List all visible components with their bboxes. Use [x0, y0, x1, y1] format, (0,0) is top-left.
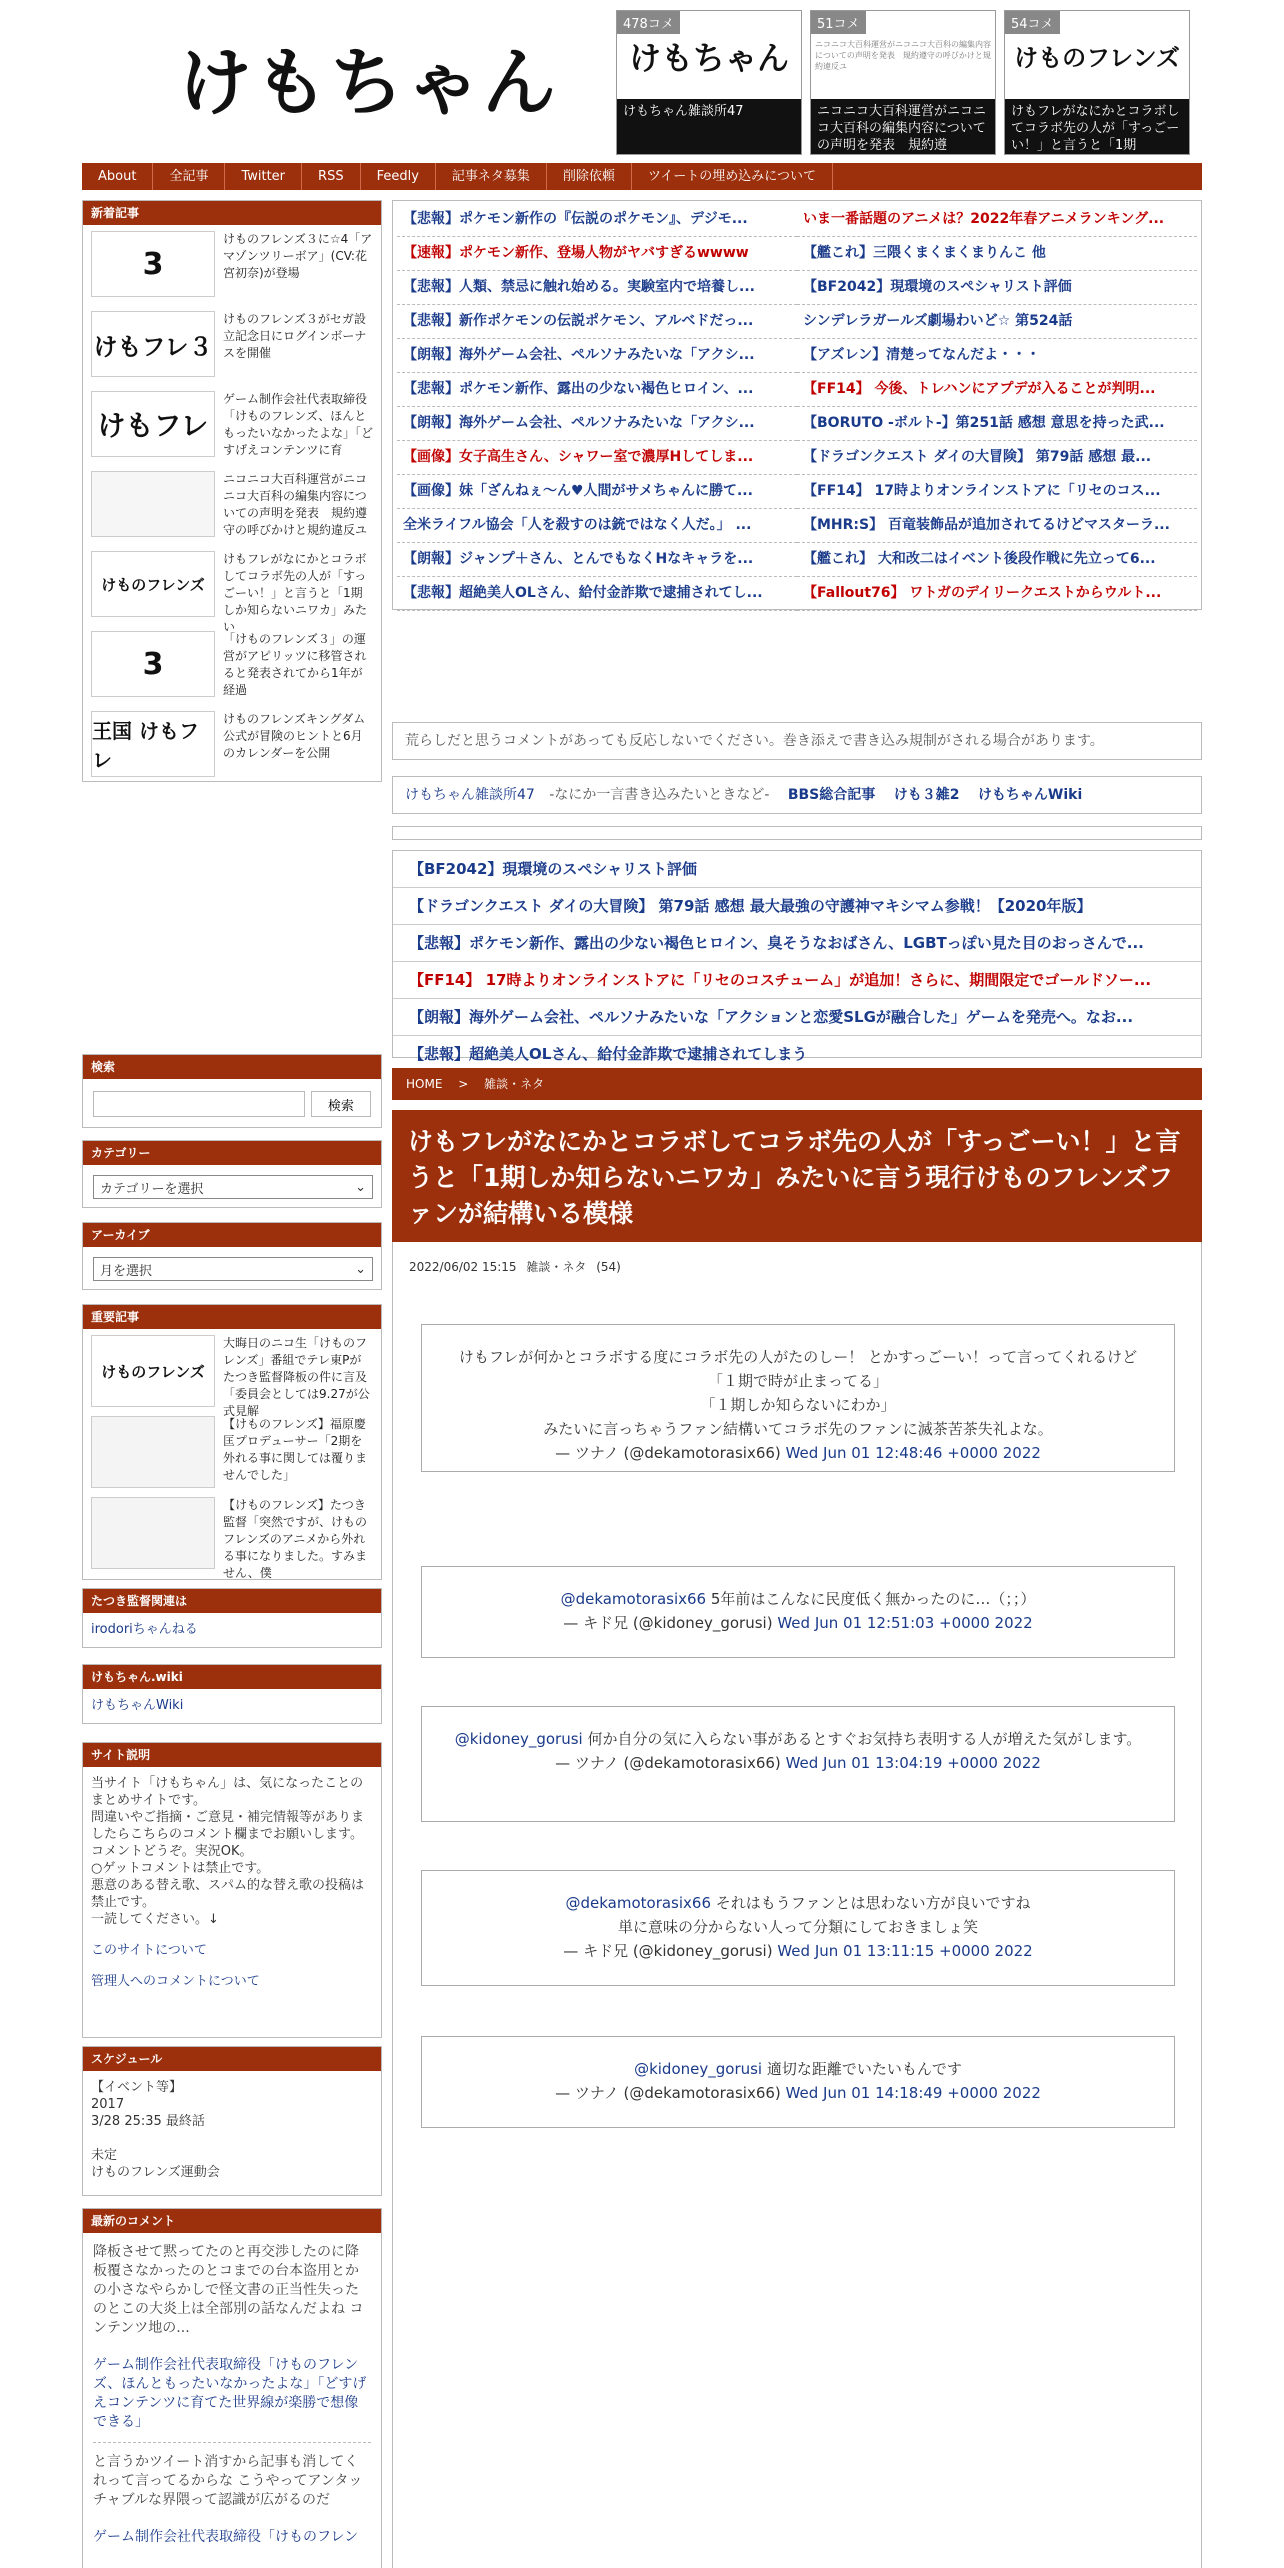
comment-count-badge: 54コメ: [1005, 11, 1060, 34]
list-item[interactable]: [83, 307, 381, 387]
article-title[interactable]: ゲーム制作会社代表取締役「けものフレンズ、ほんともったいなかったよな」「どすげえコンテンツに育: [223, 392, 374, 457]
header-card-caption: けもフレがなにかとコラボしてコラボ先の人が「すっごーい！」と言うと「1期: [1005, 99, 1189, 154]
about-text: 悪意のある替え歌、スパム的な替え歌の投稿は禁止です。: [91, 1878, 365, 1910]
tweet-text: 「１期で時が止まってる」: [707, 1372, 888, 1390]
link-bbs-summary[interactable]: BBS総合記事: [787, 787, 876, 803]
comment-text: 降板させて黙ってたのと再交渉したのに降板覆さなかったのとコまでの台本盗用とかの小さなやらかしで怪文書の正当性失ったのとこの大炎上は全部別の話なんだよね コンテンツ地の...: [93, 2244, 364, 2336]
comment-text: と言うかツイート消すから記事も消してくれって言ってるからな こうやってアンタッチャブルな界隈って認識が広がるのだ: [93, 2454, 363, 2508]
ticker-headline[interactable]: 【悲報】ポケモン新作、露出の少ない褐色ヒロイン、臭そうなおばさん、LGBTっぽい見た目のおっさんで...: [393, 925, 1201, 962]
schedule-text: 2017: [91, 2097, 125, 2112]
latest-comments-widget: [82, 2208, 382, 2568]
nav-item-feedly[interactable]: Feedly: [361, 163, 436, 190]
chevron-down-icon: ⌄: [355, 1179, 366, 1195]
board-links-bar: [392, 776, 1202, 814]
embedded-tweet: [421, 1324, 1175, 1472]
tweet-date-link[interactable]: Wed Jun 01 12:48:46 +0000 2022: [785, 1444, 1041, 1462]
search-input[interactable]: [93, 1091, 305, 1117]
related-link[interactable]: 【朗報】ジャンプ＋さん、とんでもなくHなキャラを...: [397, 543, 797, 577]
breadcrumb-category[interactable]: 雑談・ネタ: [484, 1077, 545, 1091]
related-link[interactable]: いま一番話題のアニメは？2022年春アニメランキング...: [797, 203, 1197, 237]
link-note: -なにか一言書き込みたいときなど-: [549, 787, 770, 803]
thumbnail: [91, 1497, 215, 1569]
list-item[interactable]: [83, 387, 381, 467]
ticker-headline[interactable]: 【朗報】海外ゲーム会社、ペルソナみたいな「アクションと恋愛SLGが融合した」ゲームを発売へ。なお...: [393, 999, 1201, 1036]
related-link[interactable]: 【悲報】超絶美人OLさん、給付金詐欺で逮捕されてし...: [397, 577, 797, 611]
search-widget: [82, 1054, 382, 1128]
related-link[interactable]: 【ドラゴンクエスト ダイの大冒険】 第79話 感想 最...: [797, 441, 1197, 475]
thumbnail: けものフレンズ: [91, 1335, 215, 1407]
header-card-caption: けもちゃん雑談所47: [617, 99, 801, 154]
thumbnail: 3: [91, 631, 215, 697]
tweet-author: — ツナノ (@dekamotorasix66): [555, 1754, 781, 1772]
related-link[interactable]: 【速報】ポケモン新作、登場人物がヤバすぎるwwww: [397, 237, 797, 271]
recent-articles-widget: [82, 200, 382, 782]
list-item[interactable]: [83, 1412, 381, 1493]
list-item[interactable]: [83, 1331, 381, 1418]
related-link[interactable]: 【朗報】海外ゲーム会社、ペルソナみたいな「アクシ...: [397, 407, 797, 441]
header-card-thumbnail: ニコニコ大百科運営がニコニコ大百科の編集内容についての声明を発表 規約遵守の呼びかけと規約違反ユ: [811, 11, 995, 101]
schedule-widget: [82, 2046, 382, 2196]
article-title[interactable]: 大晦日のニコ生「けものフレンズ」番組でテレ東Pがたつき監督降板の件に言及 「委員会としては9.27が公式見解: [223, 1336, 380, 1418]
about-text: ○ゲットコメントは禁止です。: [91, 1861, 270, 1876]
about-text: コメントどうぞ。実況OK。: [91, 1844, 253, 1859]
related-link[interactable]: 【画像】妹「ざんねぇ〜ん♥人間がサメちゃんに勝て...: [397, 475, 797, 509]
tweet-text: 「１期しか知らないにわか」: [700, 1396, 896, 1414]
tweet-date-link[interactable]: Wed Jun 01 13:04:19 +0000 2022: [785, 1754, 1041, 1772]
ticker-headline[interactable]: 【ドラゴンクエスト ダイの大冒険】 第79話 感想 最大最強の守護神マキシマム参戦！【2020年版】: [393, 888, 1201, 925]
tweet-author: — キド兄 (@kidoney_gorusi): [563, 1942, 773, 1960]
nav-item-embed[interactable]: ツイートの埋め込みについて: [632, 163, 833, 190]
related-link[interactable]: 【BF2042】現環境のスペシャリスト評価: [797, 271, 1197, 305]
embedded-tweet: [421, 2036, 1175, 2128]
list-item[interactable]: [83, 547, 381, 634]
related-links-panel: [392, 200, 1202, 610]
embedded-tweet: [421, 1870, 1175, 1986]
article-title[interactable]: 【けものフレンズ】たつき監督「突然ですが、けものフレンズのアニメから外れる事になりました。すみません、僕: [223, 1498, 368, 1580]
wiki-link[interactable]: けもちゃんWiki: [91, 1698, 184, 1713]
related-link[interactable]: 全米ライフル協会「人を殺すのは銃ではなく人だ。」 ...: [397, 509, 797, 543]
link-wiki[interactable]: けもちゃんWiki: [977, 787, 1083, 803]
breadcrumb: [392, 1068, 1202, 1100]
irodori-link[interactable]: irodoriちゃんねる: [91, 1622, 198, 1637]
chevron-down-icon: ⌄: [355, 1261, 366, 1277]
comment-article-link[interactable]: ゲーム制作会社代表取締役「けものフレンズ、ほんともったいなかったよな」「どすげえコンテンツに育てた世界線が楽勝で想像できる」: [93, 2357, 367, 2430]
tweet-date-link[interactable]: Wed Jun 01 13:11:15 +0000 2022: [777, 1942, 1033, 1960]
widget-title: 最新のコメント: [83, 2209, 381, 2233]
global-nav: [82, 163, 1202, 190]
breadcrumb-separator: >: [458, 1077, 469, 1091]
important-articles-widget: [82, 1304, 382, 1580]
tweet-text: けもフレが何かとコラボする度にコラボ先の人がたのしー！ とかすっごーい！って言ってくれるけど: [458, 1348, 1138, 1366]
headline-ticker: [392, 850, 1202, 1063]
related-link[interactable]: 【悲報】ポケモン新作、露出の少ない褐色ヒロイン、...: [397, 373, 797, 407]
breadcrumb-home[interactable]: HOME: [406, 1077, 443, 1091]
admin-comment-link[interactable]: 管理人へのコメントについて: [91, 1974, 260, 1989]
related-link[interactable]: 【BORUTO -ボルト-】第251話 感想 意思を持った武...: [797, 407, 1197, 441]
nav-item-about[interactable]: About: [82, 163, 153, 190]
thumbnail: 王国 けもフレ: [91, 711, 215, 777]
related-link[interactable]: 【悲報】新作ポケモンの伝説ポケモン、アルベドだっ...: [397, 305, 797, 339]
list-item[interactable]: [83, 707, 381, 787]
widget-title: スケジュール: [83, 2047, 381, 2071]
tweet-mention[interactable]: @dekamotorasix66: [565, 1894, 712, 1912]
related-link[interactable]: 【FF14】 今後、トレハンにアプデが入ることが判明...: [797, 373, 1197, 407]
about-widget: [82, 1742, 382, 2038]
tweet-author: — ツナノ (@dekamotorasix66): [555, 2084, 781, 2102]
article-title[interactable]: けものフレンズキングダム公式が冒険のヒントと6月のカレンダーを公開: [223, 712, 366, 760]
thumbnail: [91, 471, 215, 537]
comment-article-link[interactable]: ゲーム制作会社代表取締役「けものフレン: [93, 2529, 359, 2545]
related-link[interactable]: 【悲報】人類、禁忌に触れ始める。実験室内で培養し...: [397, 271, 797, 305]
category-widget: [82, 1140, 382, 1208]
thumbnail: けもフレ３: [91, 311, 215, 377]
search-button[interactable]: 検索: [311, 1091, 371, 1117]
related-link[interactable]: 【画像】女子高生さん、シャワー室で濃厚Hしてしま...: [397, 441, 797, 475]
tweet-date-link[interactable]: Wed Jun 01 12:51:03 +0000 2022: [777, 1614, 1033, 1632]
article-meta: [393, 1242, 1201, 1291]
category-select-value: カテゴリーを選択: [100, 1181, 204, 1197]
ticker-headline[interactable]: 【FF14】 17時よりオンラインストアに「リセのコスチューム」が追加！さらに、期間限定でゴールドソー...: [393, 962, 1201, 999]
header-card-caption: ニコニコ大百科運営がニコニコ大百科の編集内容についての声明を発表 規約遵: [811, 99, 995, 154]
embedded-tweet: [421, 1566, 1175, 1658]
list-item[interactable]: [83, 227, 381, 307]
tweet-date-link[interactable]: Wed Jun 01 14:18:49 +0000 2022: [785, 2084, 1041, 2102]
site-logo[interactable]: けもちゃん: [178, 40, 558, 126]
about-text: 一読してください。↓: [91, 1912, 219, 1927]
schedule-text: けものフレンズ運動会: [91, 2165, 220, 2180]
article-title[interactable]: 【けものフレンズ】福原慶匡プロデューサー「2期を外れる事に関しては覆りませんでした」: [223, 1417, 368, 1482]
article-title[interactable]: ニコニコ大百科運営がニコニコ大百科の編集内容についての声明を発表 規約遵守の呼びかけと規約違反ユ: [223, 472, 368, 537]
article-title[interactable]: けものフレンズ３がセガ設立記念日にログインボーナスを開催: [223, 312, 367, 360]
embedded-tweet: [421, 1706, 1175, 1822]
thumbnail: [91, 1416, 215, 1488]
related-link[interactable]: 【艦これ】三隈くまくまくまりんこ 他: [797, 237, 1197, 271]
schedule-text: 3/28 25:35 最終話: [91, 2114, 205, 2129]
thumbnail: けもフレ: [91, 391, 215, 457]
article-body: [392, 1242, 1202, 2568]
related-link[interactable]: 【悲報】ポケモン新作の『伝説のポケモン』、デジモ...: [397, 203, 797, 237]
tweet-mention[interactable]: @kidoney_gorusi: [634, 2060, 763, 2078]
widget-title: 新着記事: [83, 201, 381, 225]
thumbnail: けものフレンズ: [91, 551, 215, 617]
ticker-headline[interactable]: 【悲報】超絶美人OLさん、給付金詐欺で逮捕されてしまう: [393, 1036, 1201, 1073]
nav-item-request[interactable]: 記事ネタ募集: [436, 163, 547, 190]
schedule-text: 【イベント等】: [91, 2080, 183, 2095]
archive-select-value: 月を選択: [100, 1263, 153, 1279]
article-title[interactable]: けものフレンズ３に☆4「アマゾンツリーボア」(CV:花宮初奈)が登場: [223, 232, 373, 280]
nav-item-twitter[interactable]: Twitter: [225, 163, 302, 190]
link-chat-board[interactable]: けもちゃん雑談所47: [405, 787, 535, 803]
archive-widget: [82, 1222, 382, 1290]
tatsuki-widget: [82, 1588, 382, 1648]
comment-count[interactable]: (54): [596, 1260, 621, 1274]
list-item[interactable]: [83, 1493, 381, 1580]
article-title: けもフレがなにかとコラボしてコラボ先の人が「すっごーい！」と言うと「1期しか知らないニワカ」みたいに言う現行けものフレンズファンが結構いる模様: [392, 1110, 1202, 1242]
widget-title: 重要記事: [83, 1305, 381, 1329]
tweet-text: 何か自分の気に入らない事があるとすぐお気持ち表明する人が増えた気がします。: [587, 1730, 1142, 1748]
tweet-text: 5年前はこんなに民度低く無かったのに…（；；）: [710, 1590, 1036, 1608]
related-link[interactable]: 【アズレン】清楚ってなんだよ・・・: [797, 339, 1197, 373]
about-site-link[interactable]: このサイトについて: [91, 1943, 207, 1958]
related-link[interactable]: 【MHR:S】 百竜装飾品が追加されてるけどマスターラ...: [797, 509, 1197, 543]
nav-item-rss[interactable]: RSS: [302, 163, 361, 190]
article-title[interactable]: けもフレがなにかとコラボしてコラボ先の人が「すっごーい！」と言うと「1期しか知らないニワカ」みたい: [223, 552, 368, 634]
header-card[interactable]: [810, 10, 996, 155]
category-select[interactable]: [93, 1175, 373, 1199]
header-card[interactable]: [616, 10, 802, 155]
empty-bar: [392, 826, 1202, 840]
header-card-thumbnail: けもちゃん: [617, 11, 801, 101]
related-link[interactable]: 【艦これ】 大和改二はイベント後段作戦に先立って6...: [797, 543, 1197, 577]
widget-title: 検索: [83, 1055, 381, 1079]
related-link[interactable]: 【Fallout76】 ワトガのデイリークエストからウルト...: [797, 577, 1197, 611]
about-text: 当サイト「けもちゃん」は、気になったことのまとめサイトです。: [91, 1776, 364, 1808]
widget-title: カテゴリー: [83, 1141, 381, 1165]
widget-title: サイト説明: [83, 1743, 381, 1767]
comment-count-badge: 51コメ: [811, 11, 866, 34]
article-category[interactable]: 雑談・ネタ: [526, 1260, 587, 1274]
wiki-widget: [82, 1664, 382, 1724]
related-link[interactable]: 【FF14】 17時よりオンラインストアに「リセのコス...: [797, 475, 1197, 509]
tweet-mention[interactable]: @dekamotorasix66: [560, 1590, 707, 1608]
comment-notice: 荒らしだと思うコメントがあっても反応しないでください。巻き添えで書き込み規制がされる場合があります。: [392, 722, 1202, 760]
list-item[interactable]: [83, 627, 381, 707]
comment-count-badge: 478コメ: [617, 11, 680, 34]
widget-title: けもちゃん.wiki: [83, 1665, 381, 1689]
archive-select[interactable]: [93, 1257, 373, 1281]
article-title[interactable]: 「けものフレンズ３」の運営がアピリッツに移管されると発表されてから1年が経過: [223, 632, 367, 697]
tweet-text: 単に意味の分からない人って分類にしておきましょ笑: [617, 1918, 978, 1936]
link-kemo3-chat[interactable]: けも３雑2: [893, 787, 960, 803]
tweet-mention[interactable]: @kidoney_gorusi: [454, 1730, 583, 1748]
header-card[interactable]: [1004, 10, 1190, 155]
list-item[interactable]: [83, 467, 381, 547]
widget-title: アーカイブ: [83, 1223, 381, 1247]
widget-title: たつき監督関連は: [83, 1589, 381, 1613]
tweet-author: — ツナノ (@dekamotorasix66): [555, 1444, 781, 1462]
nav-item-all-articles[interactable]: 全記事: [153, 163, 225, 190]
tweet-text: みたいに言っちゃうファン結構いてコラボ先のファンに滅茶苦茶失礼よな。: [543, 1420, 1053, 1438]
tweet-text: 適切な距離でいたいもんです: [766, 2060, 962, 2078]
article-date: 2022/06/02 15:15: [409, 1260, 517, 1274]
ticker-headline[interactable]: 【BF2042】現環境のスペシャリスト評価: [393, 851, 1201, 888]
about-text: 問違いやご指摘・ご意見・補完情報等がありましたらこちらのコメント欄までお願いします。: [91, 1810, 365, 1842]
related-link[interactable]: 【朗報】海外ゲーム会社、ペルソナみたいな「アクシ...: [397, 339, 797, 373]
tweet-text: それはもうファンとは思わない方が良いですね: [715, 1894, 1031, 1912]
header-card-thumbnail: けものフレンズ: [1005, 11, 1189, 101]
tweet-author: — キド兄 (@kidoney_gorusi): [563, 1614, 773, 1632]
nav-item-delete-request[interactable]: 削除依頼: [547, 163, 632, 190]
related-link[interactable]: シンデレラガールズ劇場わいど☆ 第524話: [797, 305, 1197, 339]
schedule-text: 未定: [91, 2148, 118, 2163]
thumbnail: 3: [91, 231, 215, 297]
